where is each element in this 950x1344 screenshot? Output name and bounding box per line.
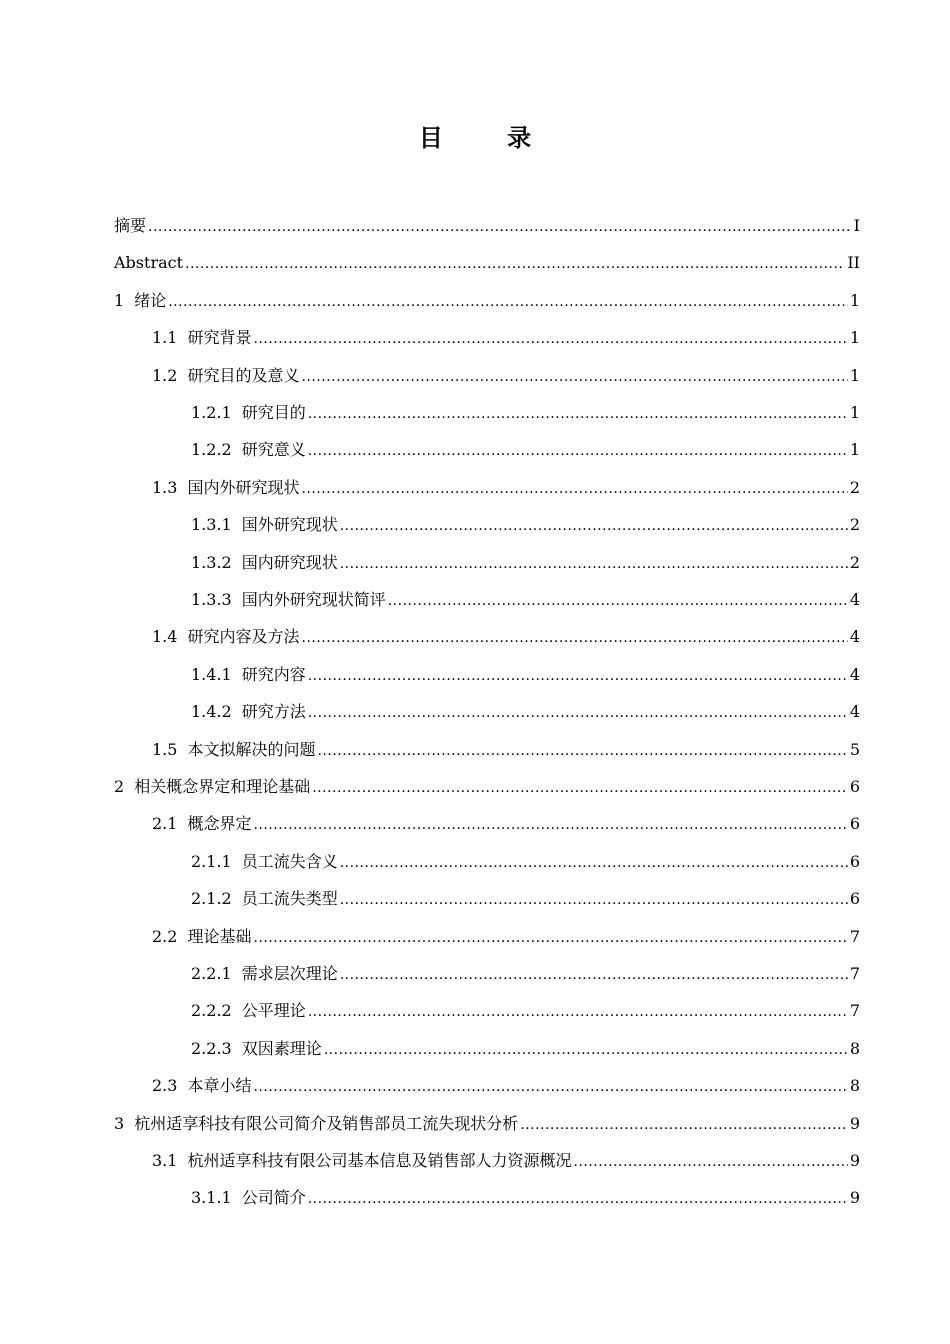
toc-entry-text: 研究目的及意义 bbox=[187, 365, 300, 385]
toc-entry-label bbox=[191, 512, 338, 538]
toc-entry-text: 杭州适享科技有限公司基本信息及销售部人力资源概况 bbox=[187, 1151, 572, 1170]
toc-entry-page-number: 1 bbox=[849, 403, 860, 422]
toc-entry-label bbox=[114, 288, 166, 314]
toc-entry-page-number: 4 bbox=[849, 590, 860, 609]
toc-entry[interactable] bbox=[152, 475, 860, 501]
toc-entry-label bbox=[191, 587, 386, 613]
toc-entry-number: 2.1.1 bbox=[191, 851, 232, 871]
toc-entry-page-number: 6 bbox=[849, 777, 860, 796]
toc-entry-page-number: 4 bbox=[849, 664, 860, 684]
toc-entry-text: 相关概念界定和理论基础 bbox=[134, 777, 311, 796]
dot-leader bbox=[308, 438, 848, 464]
toc-entry-label bbox=[191, 400, 306, 426]
toc-entry[interactable] bbox=[152, 924, 860, 950]
toc-entry[interactable] bbox=[114, 250, 860, 276]
toc-entry-number: 2.2 bbox=[152, 926, 178, 946]
toc-entry-text: 本文拟解决的问题 bbox=[187, 739, 316, 759]
toc-entry-page-number: 2 bbox=[849, 515, 860, 535]
toc-entry-number: 1.4.1 bbox=[191, 664, 232, 684]
toc-entry-text: 员工流失类型 bbox=[241, 889, 338, 909]
dot-leader bbox=[301, 364, 847, 390]
toc-entry-page-number: 7 bbox=[849, 926, 860, 946]
toc-entry-number: 1.4 bbox=[152, 627, 178, 647]
toc-entry[interactable] bbox=[191, 699, 860, 725]
toc-entry-number: 3 bbox=[114, 1113, 125, 1133]
toc-entry-page-number: 1 bbox=[849, 365, 860, 385]
toc-entry-text: 研究背景 bbox=[187, 328, 252, 348]
toc-entry-text: 国内外研究现状简评 bbox=[241, 590, 386, 609]
toc-entry-text: 研究方法 bbox=[241, 702, 306, 722]
toc-entry[interactable] bbox=[191, 400, 860, 426]
dot-leader bbox=[324, 1037, 848, 1063]
toc-entry[interactable] bbox=[191, 849, 860, 875]
toc-entry-number: 1.2 bbox=[152, 365, 178, 385]
page-title: 目 录 bbox=[418, 124, 560, 152]
toc-entry-number: 3.1.1 bbox=[191, 1188, 232, 1208]
toc-entry-page-number: 4 bbox=[849, 627, 860, 647]
toc-entry-number: 1.4.2 bbox=[191, 702, 232, 722]
toc-entry-number: 3.1 bbox=[152, 1151, 178, 1170]
toc-entry-text: 概念界定 bbox=[187, 814, 252, 834]
dot-leader bbox=[308, 401, 848, 427]
dot-leader bbox=[573, 1149, 847, 1175]
dot-leader bbox=[148, 214, 852, 240]
toc-entry-page-number: 9 bbox=[849, 1113, 860, 1133]
toc-entry-number: 2.1.2 bbox=[191, 889, 232, 909]
toc-entry-page-number: 8 bbox=[849, 1038, 860, 1058]
toc-entry-page-number: 6 bbox=[849, 851, 860, 871]
toc-entry[interactable] bbox=[114, 1111, 860, 1137]
dot-leader bbox=[308, 1186, 848, 1212]
dot-leader bbox=[340, 887, 848, 913]
toc-entry[interactable] bbox=[191, 961, 860, 987]
toc-entry-page-number: 6 bbox=[849, 814, 860, 834]
toc-entry-label bbox=[152, 325, 251, 351]
dot-leader bbox=[301, 625, 847, 651]
toc-entry-label bbox=[114, 774, 310, 800]
toc-entry[interactable] bbox=[114, 288, 860, 314]
toc-entry[interactable] bbox=[191, 437, 860, 463]
toc-entry[interactable] bbox=[191, 998, 860, 1024]
toc-entry-page-number: 2 bbox=[849, 477, 860, 497]
dot-leader bbox=[308, 700, 848, 726]
toc-entry-text: 理论基础 bbox=[187, 926, 252, 946]
dot-leader bbox=[253, 925, 847, 951]
toc-entry-text: Abstract bbox=[114, 253, 184, 273]
toc-entry-label bbox=[191, 662, 306, 688]
toc-entry-page-number: 7 bbox=[849, 1001, 860, 1021]
toc-entry-number: 2 bbox=[114, 777, 125, 796]
toc-entry-number: 2.2.3 bbox=[191, 1038, 232, 1058]
toc-entry-page-number: 8 bbox=[849, 1076, 860, 1096]
toc-entry-label bbox=[152, 924, 251, 950]
toc-entry-label bbox=[114, 213, 146, 239]
dot-leader bbox=[253, 812, 847, 838]
toc-entry-text: 研究内容及方法 bbox=[187, 627, 300, 647]
toc-entry-page-number: II bbox=[847, 253, 860, 273]
toc-entry-number: 1.2.2 bbox=[191, 440, 232, 460]
toc-entry-text: 绪论 bbox=[134, 290, 167, 310]
toc-entry[interactable] bbox=[191, 550, 860, 576]
toc-entry[interactable] bbox=[191, 512, 860, 538]
toc-entry-number: 1.3.3 bbox=[191, 590, 232, 609]
toc-entry-text: 国内研究现状 bbox=[241, 552, 338, 572]
toc-entry-page-number: 9 bbox=[849, 1188, 860, 1208]
dot-leader bbox=[253, 1074, 847, 1100]
toc-entry-text: 公司简介 bbox=[241, 1188, 306, 1208]
toc-entry-page-number: I bbox=[853, 216, 860, 235]
dot-leader bbox=[340, 551, 848, 577]
toc-entry-page-number: 6 bbox=[849, 889, 860, 909]
toc-entry-number: 1.5 bbox=[152, 739, 178, 759]
toc-entry-label bbox=[152, 1148, 571, 1174]
toc-entry-label bbox=[152, 624, 299, 650]
dot-leader bbox=[301, 476, 847, 502]
dot-leader bbox=[340, 962, 848, 988]
toc-entry[interactable] bbox=[191, 886, 860, 912]
toc-entry-page-number: 4 bbox=[849, 702, 860, 722]
toc-entry-label bbox=[191, 1036, 322, 1062]
toc-entry[interactable] bbox=[152, 624, 860, 650]
toc-entry-text: 员工流失含义 bbox=[241, 851, 338, 871]
toc-entry[interactable] bbox=[191, 587, 860, 613]
toc-entry[interactable] bbox=[152, 811, 860, 837]
dot-leader bbox=[308, 999, 848, 1025]
toc-entry[interactable] bbox=[152, 737, 860, 763]
toc-entry-number: 1.3.1 bbox=[191, 515, 232, 535]
toc-entry-number: 2.2.1 bbox=[191, 964, 232, 983]
toc-entry-label bbox=[114, 1111, 518, 1137]
toc-entry-text: 国外研究现状 bbox=[241, 515, 338, 535]
toc-entry[interactable] bbox=[114, 213, 860, 239]
toc-entry-label bbox=[191, 1185, 306, 1211]
toc-entry-page-number: 1 bbox=[849, 328, 860, 348]
toc-entry[interactable] bbox=[152, 1148, 860, 1174]
toc-entry-label bbox=[152, 811, 251, 837]
toc-entry-label bbox=[191, 998, 306, 1024]
toc-entry[interactable] bbox=[191, 1036, 860, 1062]
toc-entry-label bbox=[191, 886, 338, 912]
dot-leader bbox=[312, 775, 848, 801]
toc-entry-page-number: 5 bbox=[849, 739, 860, 759]
toc-entry-label bbox=[152, 737, 315, 763]
toc-entry-number: 1.1 bbox=[152, 328, 178, 348]
toc-entry-number: 1 bbox=[114, 290, 125, 310]
toc-entry-number: 2.2.2 bbox=[191, 1001, 232, 1021]
dot-leader bbox=[340, 513, 848, 539]
toc-entry[interactable] bbox=[114, 774, 860, 800]
dot-leader bbox=[340, 850, 848, 876]
toc-entry-number: 2.1 bbox=[152, 814, 178, 834]
dot-leader bbox=[185, 251, 845, 277]
toc-entry-number: 1.3.2 bbox=[191, 552, 232, 572]
toc-entry-label bbox=[191, 961, 338, 987]
toc-entry-label bbox=[114, 250, 183, 276]
toc-entry-number: 2.3 bbox=[152, 1076, 178, 1096]
toc-entry-label bbox=[152, 363, 299, 389]
toc-entry[interactable] bbox=[152, 325, 860, 351]
toc-entry-label bbox=[191, 550, 338, 576]
toc-entry-text: 本章小结 bbox=[187, 1076, 252, 1096]
toc-entry-text: 摘要 bbox=[114, 216, 147, 235]
toc-entry-page-number: 1 bbox=[849, 290, 860, 310]
toc-entry-label bbox=[152, 475, 299, 501]
toc-entry-label bbox=[191, 699, 306, 725]
toc-entry-number: 1.2.1 bbox=[191, 403, 232, 422]
toc-entry-label bbox=[191, 849, 338, 875]
toc-entry-text: 杭州适享科技有限公司简介及销售部员工流失现状分析 bbox=[134, 1113, 519, 1133]
toc-entry-page-number: 7 bbox=[849, 964, 860, 983]
toc-entry-page-number: 9 bbox=[849, 1151, 860, 1170]
dot-leader bbox=[520, 1112, 848, 1138]
toc-entry-text: 研究内容 bbox=[241, 664, 306, 684]
toc-entry-text: 研究意义 bbox=[241, 440, 306, 460]
toc-entry-text: 研究目的 bbox=[241, 403, 306, 422]
toc-entry[interactable] bbox=[152, 1073, 860, 1099]
toc-entry-label bbox=[191, 437, 306, 463]
toc-entry[interactable] bbox=[191, 662, 860, 688]
toc-entry-text: 国内外研究现状 bbox=[187, 477, 300, 497]
toc-entry-text: 双因素理论 bbox=[241, 1038, 322, 1058]
dot-leader bbox=[253, 326, 847, 352]
toc-entry-label bbox=[152, 1073, 251, 1099]
dot-leader bbox=[317, 738, 847, 764]
toc-entry-text: 公平理论 bbox=[241, 1001, 306, 1021]
dot-leader bbox=[308, 663, 848, 689]
toc-entry-page-number: 1 bbox=[849, 440, 860, 460]
toc-entry[interactable] bbox=[191, 1185, 860, 1211]
dot-leader bbox=[168, 289, 848, 315]
toc-entry[interactable] bbox=[152, 363, 860, 389]
toc-entry-page-number: 2 bbox=[849, 552, 860, 572]
dot-leader bbox=[388, 588, 848, 614]
toc-entry-number: 1.3 bbox=[152, 477, 178, 497]
toc-entry-text: 需求层次理论 bbox=[241, 964, 338, 983]
